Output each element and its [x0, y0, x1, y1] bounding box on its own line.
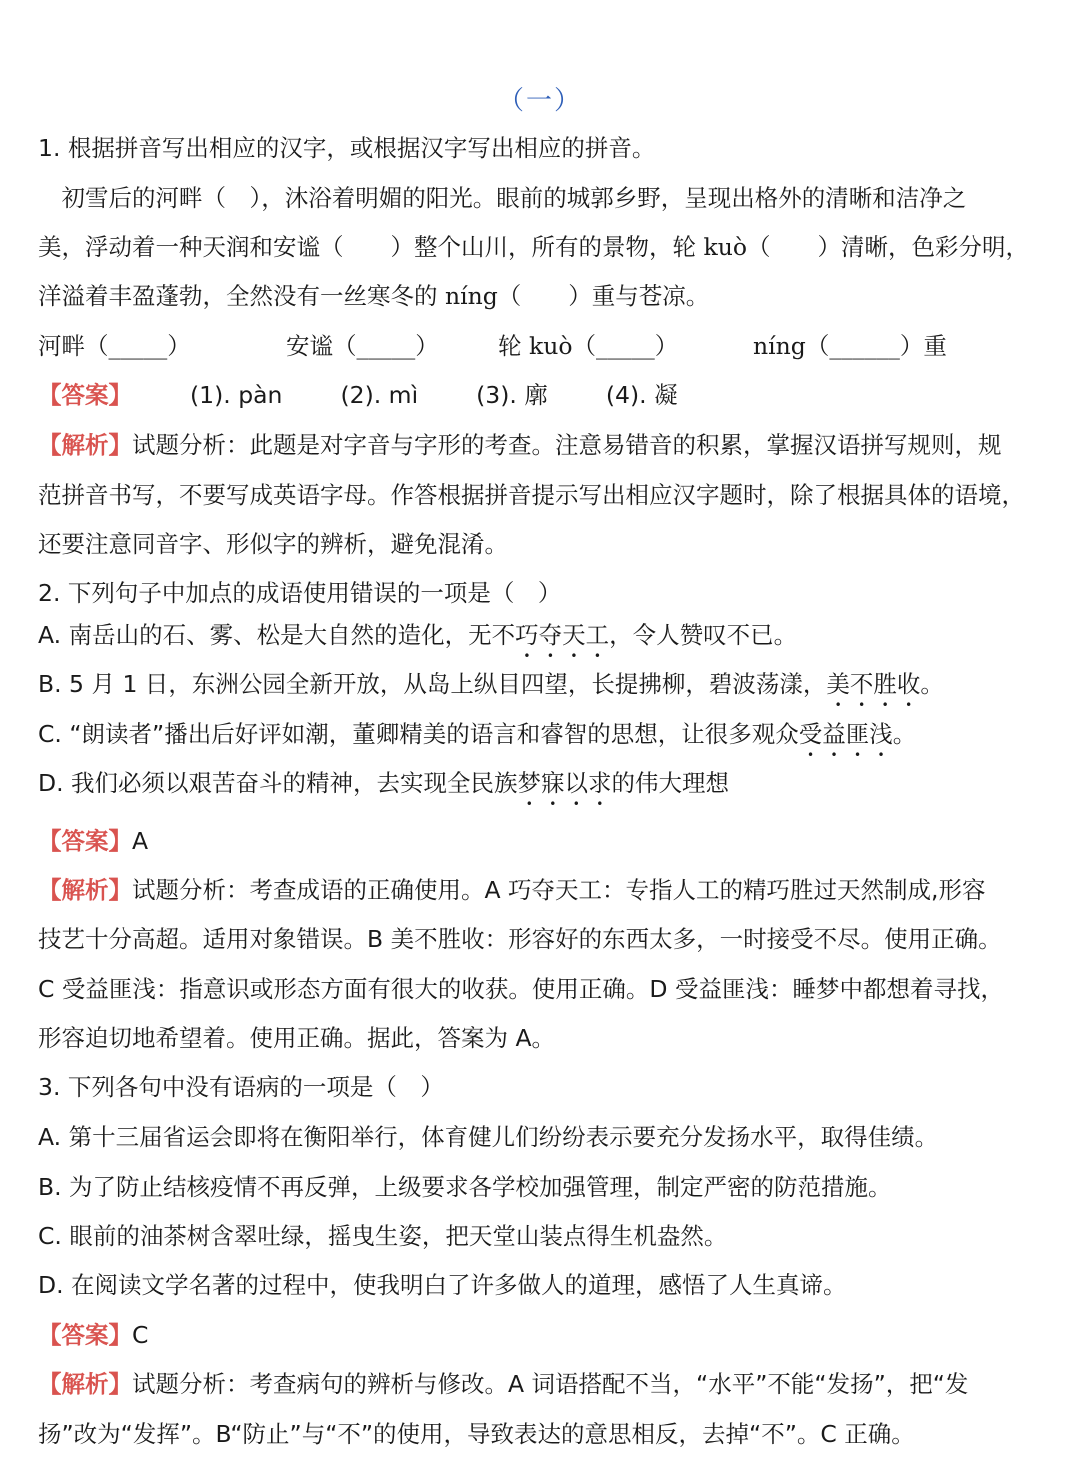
q2-answer: A — [132, 827, 149, 855]
q3-prompt: 3. 下列各句中没有语病的一项是（ ） — [38, 1073, 444, 1101]
q2-option-d — [38, 766, 1048, 811]
option-text: 。 — [920, 670, 944, 698]
option-text: C. “朗读者”播出后好评如潮，董卿精美的语言和睿智的思想，让很多观众 — [38, 720, 799, 748]
q3-option-a: A. 第十三届省运会即将在衡阳举行，体育健儿们纷纷表示要充分发扬水平，取得佳绩。 — [38, 1123, 939, 1151]
q2-analysis-line: C 受益匪浅：指意识或形态方面有很大的收获。使用正确。D 受益匪浅：睡梦中都想着寻找， — [38, 975, 1004, 1003]
dotted-idiom: 巧夺天工 — [515, 621, 610, 649]
answer-tag: 【答案】 — [38, 827, 132, 855]
option-text: ，令人赞叹不已。 — [609, 621, 798, 649]
q2-option-c — [38, 717, 1048, 762]
q1-answer: (3). 廓 — [476, 381, 548, 409]
analysis-tag: 【解析】 — [38, 1370, 132, 1398]
q1-blank: 轮 kuò（_____） — [498, 332, 679, 360]
analysis-tag: 【解析】 — [38, 431, 132, 459]
q1-analysis-line: 还要注意同音字、形似字的辨析，避免混淆。 — [38, 530, 508, 558]
option-text: D. 我们必须以艰苦奋斗的精神，去实现全民族 — [38, 769, 518, 797]
q3-option-d: D. 在阅读文学名著的过程中，使我明白了许多做人的道理，感悟了人生真谛。 — [38, 1271, 847, 1299]
q3-analysis-text: 试题分析：考查病句的辨析与修改。A 词语搭配不当，“水平”不能“发扬”，把“发 — [132, 1370, 969, 1398]
q1-passage-line: 美，浮动着一种天润和安谧（ ）整个山川，所有的景物，轮 kuò（ ）清晰，色彩分明， — [38, 233, 1029, 261]
dotted-idiom: 美不胜收 — [826, 670, 921, 698]
q3-analysis-line: 扬”改为“发挥”。B“防止”与“不”的使用，导致表达的意思相反，去掉“不”。C 正确。 — [38, 1420, 915, 1448]
q3-answer: C — [132, 1321, 149, 1349]
analysis-tag: 【解析】 — [38, 876, 132, 904]
q2-option-b — [38, 667, 1048, 712]
q1-blanks-row — [38, 329, 1048, 363]
dotted-idiom: 受益匪浅 — [798, 720, 893, 748]
answer-tag: 【答案】 — [38, 381, 132, 409]
q2-analysis-line — [38, 873, 1048, 907]
q2-analysis-line: 技艺十分高超。适用对象错误。B 美不胜收：形容好的东西太多，一时接受不尽。使用正确。 — [38, 925, 1002, 953]
q3-analysis-line — [38, 1367, 1048, 1401]
section-title: （一） — [497, 86, 582, 116]
q2-analysis-line: 形容迫切地希望着。使用正确。据此，答案为 A。 — [38, 1024, 556, 1052]
q1-blank: níng（______）重 — [753, 332, 947, 360]
option-text: A. 南岳山的石、雾、松是大自然的造化，无不 — [38, 621, 516, 649]
q1-passage-line: 初雪后的河畔（ ），沐浴着明媚的阳光。眼前的城郭乡野，呈现出格外的清晰和洁净之 — [38, 184, 967, 212]
q1-answer-row — [38, 378, 1048, 412]
q1-blank: 河畔（_____） — [38, 332, 191, 360]
q2-prompt: 2. 下列句子中加点的成语使用错误的一项是（ ） — [38, 579, 562, 607]
q1-analysis-line: 范拼音书写，不要写成英语字母。作答根据拼音提示写出相应汉字题时，除了根据具体的语境， — [38, 481, 1025, 509]
q3-option-b: B. 为了防止结核疫情不再反弹，上级要求各学校加强管理，制定严密的防范措施。 — [38, 1173, 892, 1201]
q2-answer-row — [38, 824, 1048, 858]
q1-answer: (2). mì — [340, 381, 419, 409]
q1-passage-line: 洋溢着丰盈蓬勃，全然没有一丝寒冬的 níng（ ）重与苍凉。 — [38, 282, 710, 310]
option-text: 的伟大理想 — [611, 769, 730, 797]
q1-prompt: 1. 根据拼音写出相应的汉字，或根据汉字写出相应的拼音。 — [38, 134, 656, 162]
option-text: B. 5 月 1 日，东洲公园全新开放，从岛上纵目四望，长提拂柳，碧波荡漾， — [38, 670, 827, 698]
q2-option-a — [38, 618, 1048, 663]
q3-option-c: C. 眼前的油茶树含翠吐绿，摇曳生姿，把天堂山装点得生机盎然。 — [38, 1222, 728, 1250]
q1-answer: (4). 凝 — [605, 381, 678, 409]
answer-tag: 【答案】 — [38, 1321, 132, 1349]
q3-answer-row — [38, 1318, 1048, 1352]
option-text: 。 — [892, 720, 917, 748]
q2-analysis-text: 试题分析：考查成语的正确使用。A 巧夺天工：专指人工的精巧胜过天然制成,形容 — [132, 876, 986, 904]
q1-analysis-text: 试题分析：此题是对字音与字形的考查。注意易错音的积累，掌握汉语拼写规则，规 — [132, 431, 1002, 459]
q1-answer: (1). pàn — [190, 381, 283, 409]
dotted-idiom: 梦寐以求 — [517, 769, 612, 797]
q1-blank: 安谧（_____） — [286, 332, 439, 360]
q1-analysis-line — [38, 428, 1048, 462]
